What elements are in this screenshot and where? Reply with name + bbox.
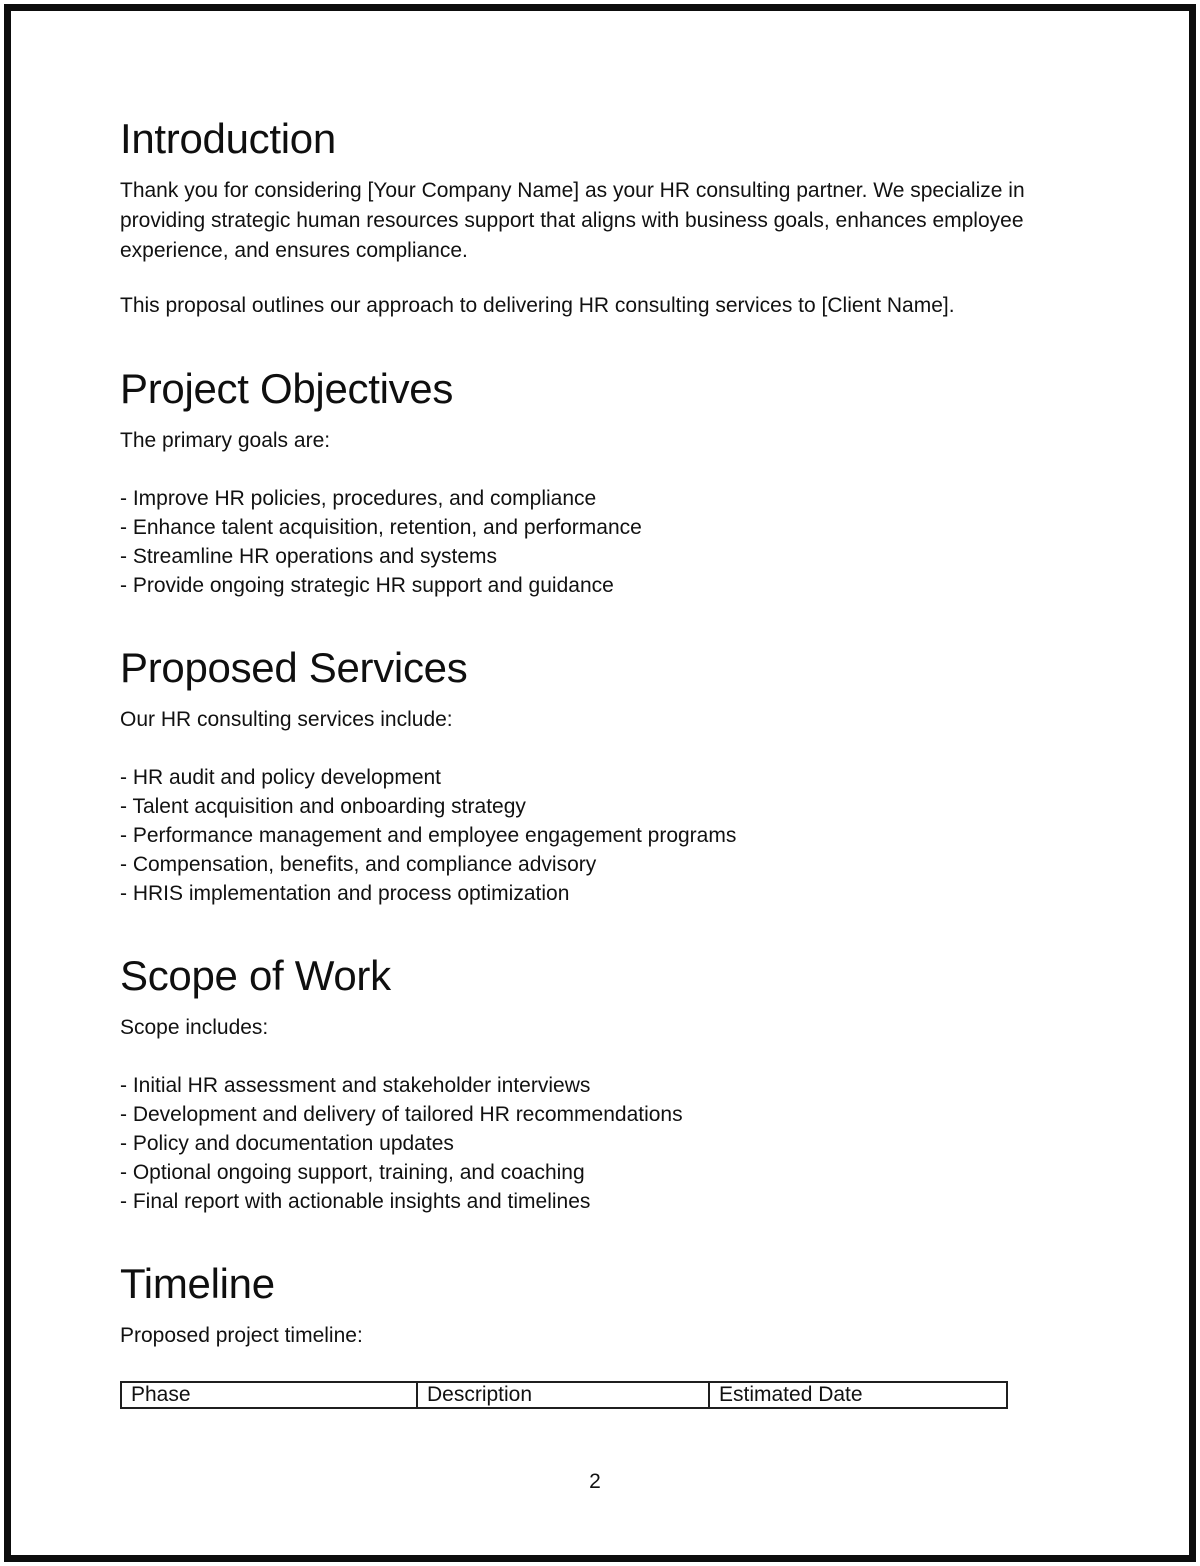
section-introduction [120, 115, 1070, 321]
dash-list [120, 484, 1070, 600]
section-scope-of-work [120, 952, 1070, 1216]
dash-list [120, 1071, 1070, 1216]
section-project-objectives [120, 365, 1070, 600]
section-proposed-services [120, 644, 1070, 908]
dash-list [120, 763, 1070, 908]
page-content [120, 0, 1070, 1497]
section-intro-text: Proposed project timeline: [120, 1324, 363, 1347]
timeline-header-description: Description [417, 1382, 709, 1408]
list-item: - Policy and documentation updates [120, 1132, 454, 1155]
timeline-header-phase: Phase [121, 1382, 417, 1408]
section-intro-text: Our HR consulting services include: [120, 708, 453, 731]
list-item: - Compensation, benefits, and compliance advisory [120, 853, 597, 876]
list-item: - Initial HR assessment and stakeholder interviews [120, 1074, 591, 1097]
paragraph: Thank you for considering [Your Company Name] as your HR consulting partner. We specialize in providing strategic human resources support that aligns with business goals, enhances employee experience, and ensures compliance. [120, 179, 1025, 262]
list-item: - Streamline HR operations and systems [120, 545, 497, 568]
timeline-header-row [121, 1382, 1007, 1408]
section-heading: Introduction [120, 115, 336, 162]
section-intro-text: The primary goals are: [120, 429, 331, 452]
list-item: - Final report with actionable insights and timelines [120, 1190, 591, 1213]
paragraph: This proposal outlines our approach to delivering HR consulting services to [Client Name]. [120, 294, 955, 317]
section-intro-text: Scope includes: [120, 1016, 269, 1039]
list-item: - Development and delivery of tailored HR recommendations [120, 1103, 683, 1126]
section-heading: Scope of Work [120, 952, 391, 999]
list-item: - Improve HR policies, procedures, and compliance [120, 487, 597, 510]
list-item: - Performance management and employee engagement programs [120, 824, 737, 847]
list-item: - HR audit and policy development [120, 766, 442, 789]
section-heading: Timeline [120, 1260, 275, 1307]
list-item: - Optional ongoing support, training, and coaching [120, 1161, 585, 1184]
sections-container [120, 115, 1070, 1409]
section-heading: Proposed Services [120, 644, 468, 691]
list-item: - Talent acquisition and onboarding strategy [120, 795, 526, 818]
list-item: - Enhance talent acquisition, retention, and performance [120, 516, 642, 539]
section-timeline [120, 1260, 1070, 1409]
list-item: - HRIS implementation and process optimization [120, 882, 570, 905]
list-item: - Provide ongoing strategic HR support and guidance [120, 574, 614, 597]
section-heading: Project Objectives [120, 365, 454, 412]
page-number: 2 [589, 1470, 601, 1493]
timeline-header-estimated-date: Estimated Date [709, 1382, 1007, 1408]
timeline-table-head [121, 1382, 1007, 1408]
timeline-table [120, 1381, 1008, 1409]
